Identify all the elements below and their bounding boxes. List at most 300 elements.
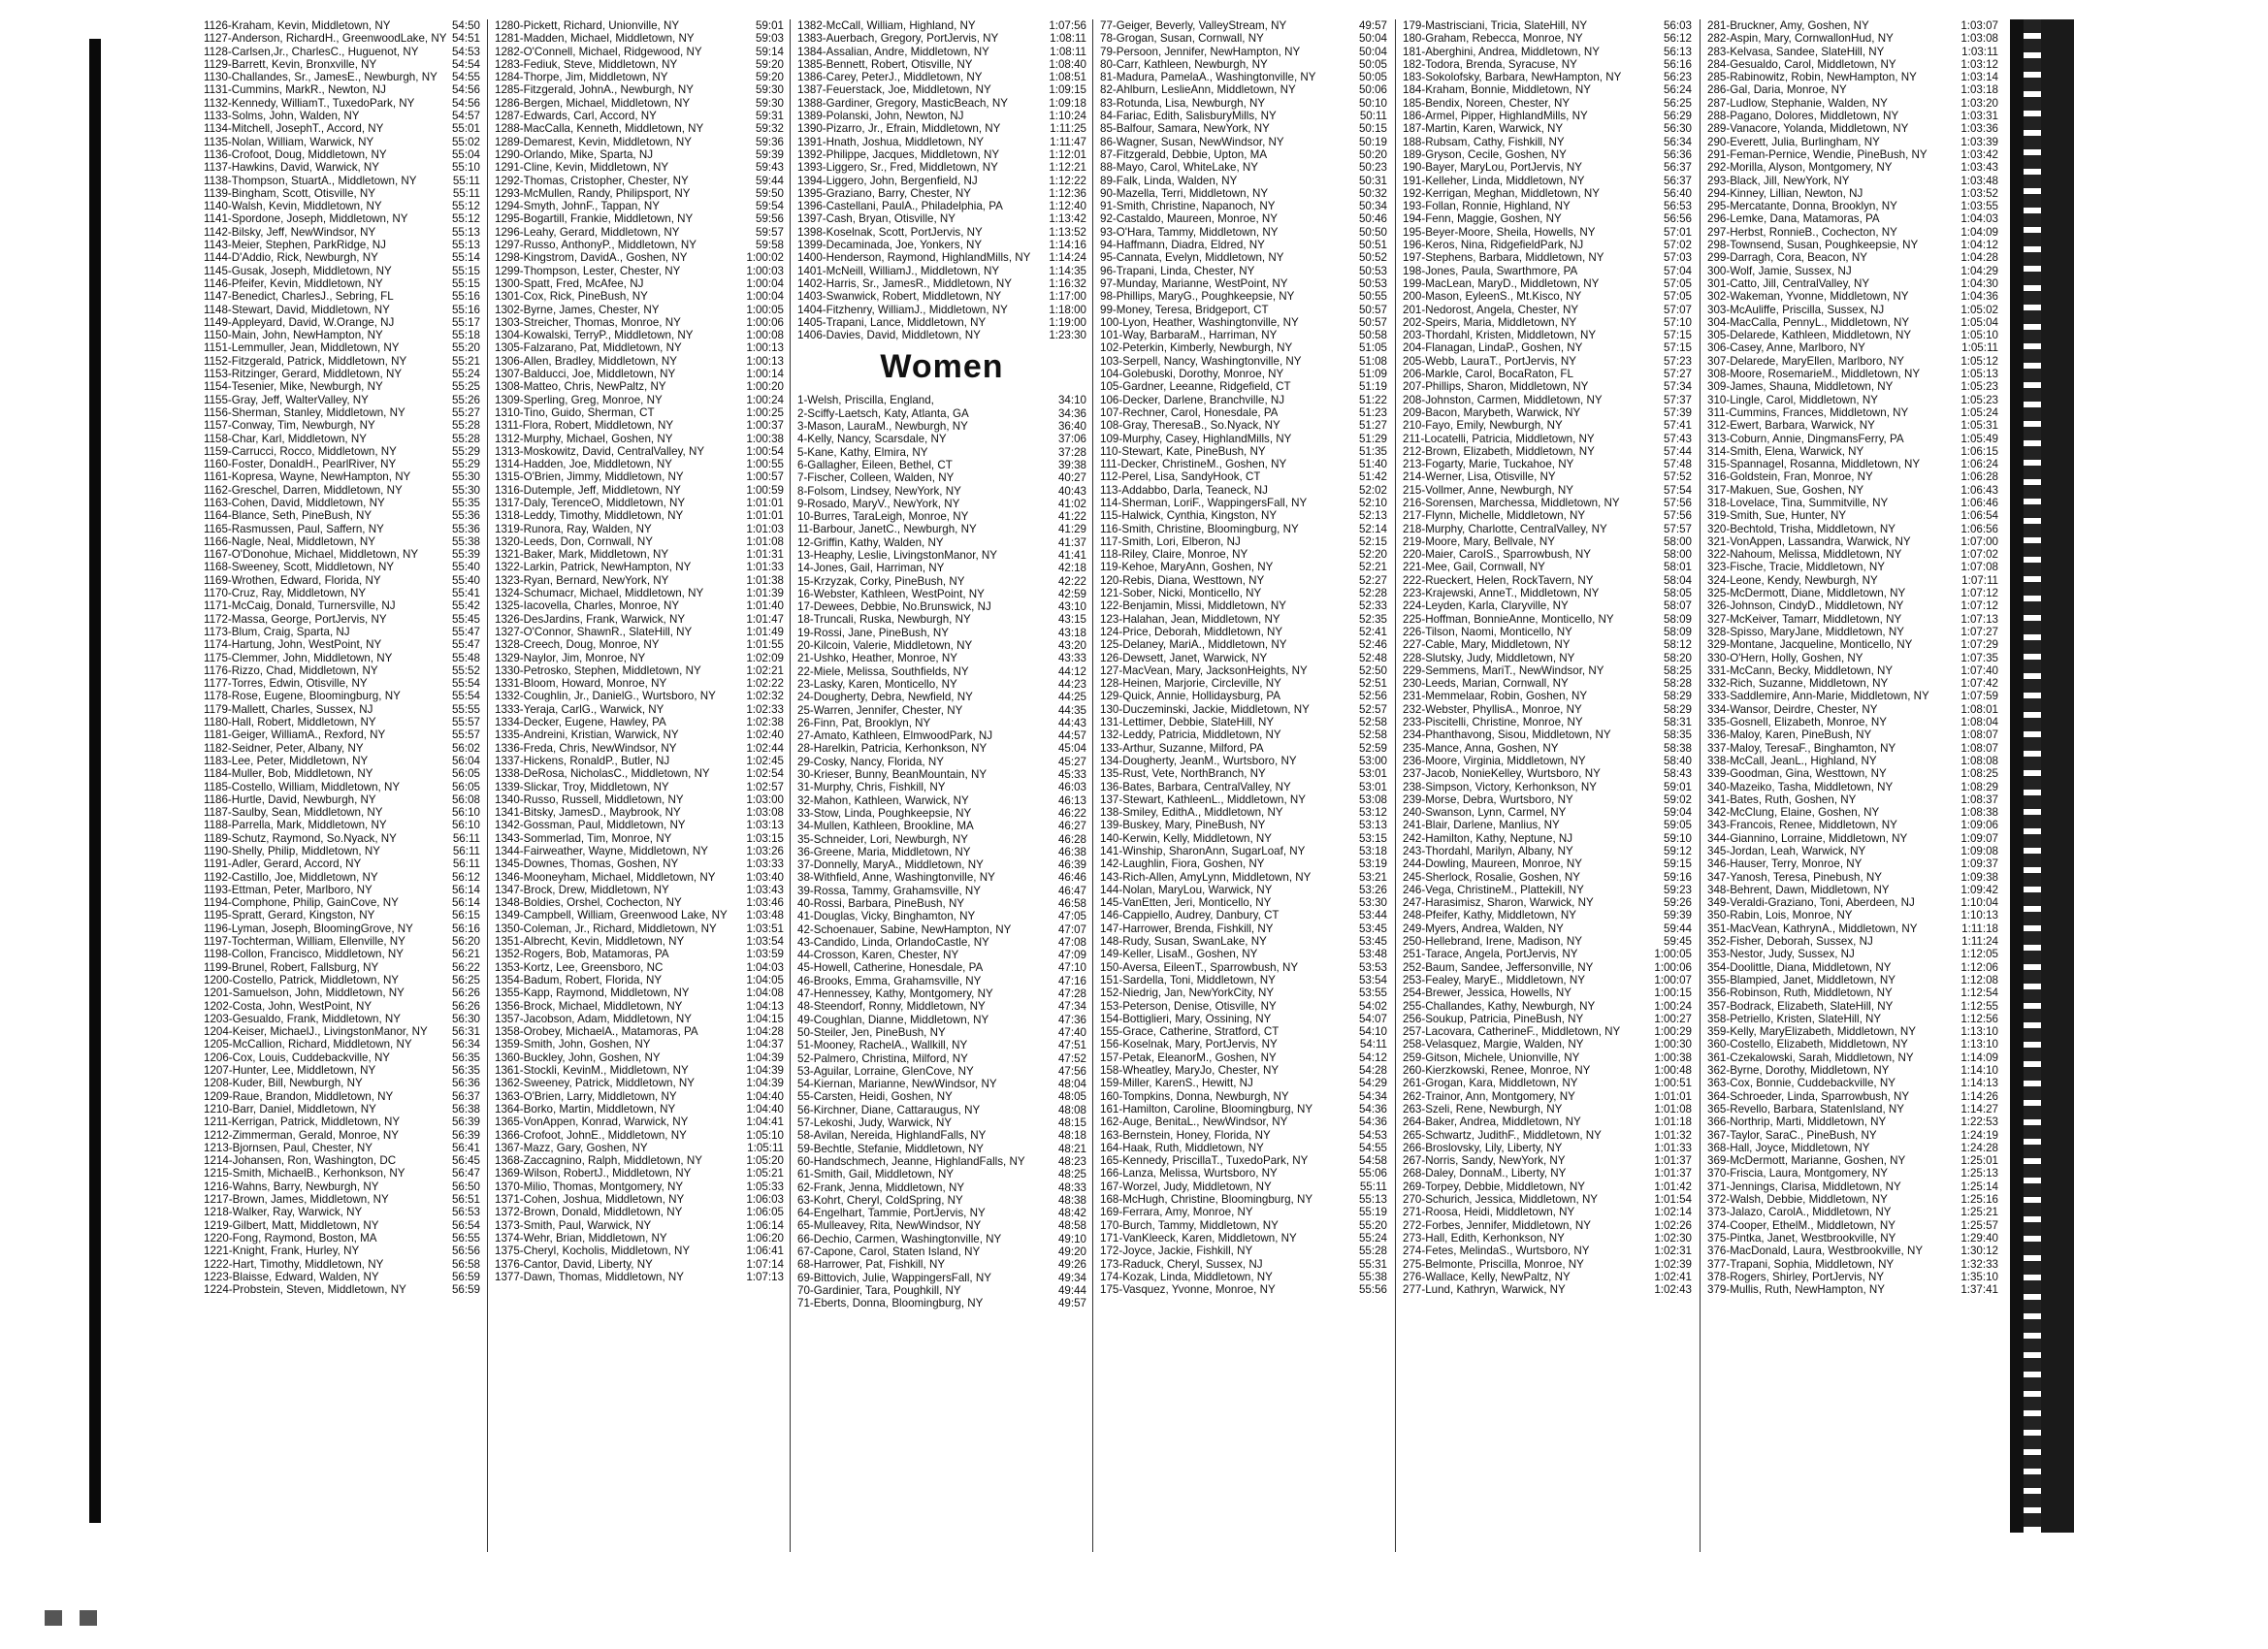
runner-entry: 255-Challandes, Kathy, Newburgh, NY	[1403, 999, 1596, 1013]
finish-time: 43:33	[1057, 652, 1086, 665]
finish-time: 50:06	[1358, 83, 1387, 97]
result-row	[1100, 251, 1387, 264]
finish-time: 57:15	[1663, 329, 1692, 342]
runner-entry: 57-Lekoshi, Judy, Warwick, NY	[797, 1116, 953, 1130]
finish-time: 59:31	[755, 110, 784, 123]
result-row	[204, 122, 480, 135]
finish-time: 58:20	[1663, 651, 1692, 664]
finish-time: 57:03	[1663, 251, 1692, 265]
finish-time: 1:11:18	[1961, 922, 1998, 935]
runner-entry: 137-Stewart, KathleenL., Middletown, NY	[1100, 792, 1307, 806]
result-row	[1707, 1167, 1998, 1180]
finish-time: 59:43	[755, 161, 784, 175]
finish-time: 1:06:43	[1960, 483, 1998, 497]
runner-entry: 1189-Schutz, Raymond, So.Nyack, NY	[204, 831, 397, 845]
runner-entry: 71-Eberts, Donna, Bloomingburg, NY	[797, 1297, 984, 1310]
runner-entry: 1190-Shelly, Philip, Middletown, NY	[204, 845, 380, 857]
runner-entry: 333-Saddlemire, Ann-Marie, Middletown, NY	[1707, 690, 1929, 703]
runner-entry: 1369-Wilson, RobertJ., Middletown, NY	[495, 1167, 692, 1180]
runner-entry: 373-Jalazo, CarolA., Middletown, NY	[1707, 1206, 1892, 1219]
result-row	[1403, 200, 1692, 212]
finish-time: 1:05:23	[1960, 380, 1998, 394]
result-row	[204, 1013, 480, 1025]
runner-entry: 41-Douglas, Vicky, Binghamton, NY	[797, 910, 976, 923]
finish-time: 44:23	[1057, 677, 1086, 691]
finish-time: 54:58	[1358, 1154, 1387, 1168]
result-row	[1100, 19, 1387, 32]
finish-time: 55:40	[451, 573, 480, 587]
finish-time: 55:20	[1358, 1218, 1387, 1232]
finish-time: 54:28	[1358, 1064, 1387, 1078]
runner-entry: 159-Miller, KarenS., Hewitt, NJ	[1100, 1077, 1253, 1090]
result-row	[1100, 690, 1387, 702]
finish-time: 1:01:31	[746, 548, 784, 562]
runner-entry: 51-Mooney, RachelA., Wallkill, NY	[797, 1039, 968, 1052]
finish-time: 56:10	[451, 806, 480, 820]
result-row	[204, 1245, 480, 1257]
result-row	[204, 187, 480, 200]
result-row	[204, 1077, 480, 1089]
runner-entry: 164-Haak, Ruth, Middletown, NY	[1100, 1141, 1264, 1154]
finish-time: 1:14:10	[1960, 1064, 1998, 1078]
runner-entry: 298-Townsend, Susan, Poughkeepsie, NY	[1707, 239, 1919, 252]
runner-entry: 27-Amato, Kathleen, ElmwoodPark, NJ	[797, 729, 993, 743]
finish-time: 55:38	[451, 534, 480, 548]
runner-entry: 146-Cappiello, Audrey, Danbury, CT	[1100, 909, 1280, 922]
result-row	[1100, 587, 1387, 599]
result-row	[204, 613, 480, 626]
result-row	[204, 871, 480, 884]
finish-time: 1:12:55	[1960, 999, 1998, 1013]
finish-time: 55:36	[451, 509, 480, 523]
result-row	[204, 239, 480, 251]
result-row	[204, 509, 480, 522]
result-row	[1707, 368, 1998, 380]
runner-entry: 1222-Hart, Timothy, Middletown, NY	[204, 1257, 384, 1271]
finish-time: 1:00:29	[1654, 1025, 1692, 1039]
runner-entry: 361-Czekalowski, Sarah, Middletown, NY	[1707, 1051, 1914, 1064]
result-row	[1707, 1000, 1998, 1013]
finish-time: 55:54	[451, 690, 480, 703]
women-heading: Women	[880, 348, 1004, 386]
finish-time: 56:14	[451, 883, 480, 896]
finish-time: 46:47	[1057, 884, 1086, 897]
result-row	[495, 1258, 784, 1271]
runner-entry: 1135-Nolan, William, Warwick, NY	[204, 135, 374, 148]
finish-time: 59:44	[755, 174, 784, 187]
finish-time: 1:02:41	[1654, 1270, 1692, 1283]
runner-entry: 321-VonAppen, Lassandra, Warwick, NY	[1707, 534, 1911, 548]
result-row	[495, 136, 784, 148]
runner-entry: 154-Bottiglieri, Mary, Ossining, NY	[1100, 1012, 1272, 1025]
finish-time: 58:31	[1663, 716, 1692, 729]
runner-entry: 1348-Boldies, Orshel, Cochecton, NY	[495, 896, 682, 910]
runner-entry: 98-Phillips, MaryG., Poughkeepsie, NY	[1100, 290, 1295, 304]
runner-entry: 1397-Cash, Bryan, Otisville, NY	[797, 212, 956, 226]
runner-entry: 13-Heaphy, Leslie, LivingstonManor, NY	[797, 548, 998, 562]
runner-entry: 138-Smiley, EdithA., Middletown, NY	[1100, 806, 1283, 820]
finish-time: 49:57	[1358, 19, 1387, 32]
result-row	[1403, 368, 1692, 380]
finish-time: 53:01	[1358, 780, 1387, 793]
result-row	[1100, 677, 1387, 690]
finish-time: 56:25	[1663, 96, 1692, 110]
result-row	[495, 1167, 784, 1180]
finish-time: 53:48	[1358, 948, 1387, 961]
runner-entry: 253-Fealey, MaryE., Middletown, NY	[1403, 973, 1585, 986]
runner-entry: 1152-Fitzgerald, Patrick, Middletown, NY	[204, 354, 407, 368]
runner-entry: 1286-Bergen, Michael, Middletown, NY	[495, 96, 691, 110]
runner-entry: 311-Cummins, Frances, Middletown, NY	[1707, 405, 1909, 419]
finish-time: 53:12	[1358, 806, 1387, 820]
result-row	[1403, 19, 1692, 32]
runner-entry: 1298-Kingstrom, DavidA., Goshen, NY	[495, 251, 688, 265]
runner-entry: 95-Cannata, Evelyn, Middletown, NY	[1100, 251, 1284, 265]
result-row	[1100, 1000, 1387, 1013]
result-row	[495, 458, 784, 470]
result-row	[1100, 419, 1387, 432]
finish-time: 56:39	[451, 1128, 480, 1142]
runner-entry: 192-Kerrigan, Meghan, Middletown, NY	[1403, 186, 1600, 200]
finish-time: 58:09	[1663, 625, 1692, 638]
result-row	[495, 58, 784, 71]
finish-time: 1:00:20	[746, 380, 784, 394]
finish-time: 52:56	[1358, 690, 1387, 703]
finish-time: 1:06:14	[746, 1218, 784, 1232]
finish-time: 59:44	[1663, 922, 1692, 935]
finish-time: 34:36	[1057, 406, 1086, 420]
result-row	[1100, 664, 1387, 677]
finish-time: 1:10:04	[1960, 896, 1998, 910]
runner-entry: 114-Sherman, LoriF., WappingersFall, NY	[1100, 496, 1308, 509]
runner-entry: 1223-Blaisse, Edward, Walden, NY	[204, 1270, 379, 1283]
finish-time: 1:25:13	[1960, 1167, 1998, 1180]
finish-time: 1:06:56	[1960, 522, 1998, 535]
result-row	[1100, 935, 1387, 948]
result-row	[204, 1116, 480, 1128]
finish-time: 1:09:07	[1960, 831, 1998, 845]
finish-time: 47:40	[1057, 1025, 1086, 1039]
runner-entry: 244-Dowling, Maureen, Monroe, NY	[1403, 857, 1582, 871]
finish-time: 50:50	[1358, 225, 1387, 239]
runner-entry: 343-Francois, Renee, Middletown, NY	[1707, 819, 1897, 832]
runner-entry: 264-Baker, Andrea, Middletown, NY	[1403, 1116, 1581, 1129]
runner-entry: 1341-Bitsky, JamesD., Maybrook, NY	[495, 806, 681, 820]
runner-entry: 225-Hoffman, BonnieAnne, Monticello, NY	[1403, 612, 1614, 626]
runner-entry: 342-McClung, Elaine, Goshen, NY	[1707, 806, 1880, 820]
finish-time: 45:33	[1057, 768, 1086, 782]
finish-time: 53:44	[1358, 909, 1387, 922]
finish-time: 50:55	[1358, 290, 1387, 304]
result-row	[1707, 419, 1998, 432]
runner-entry: 104-Golebuski, Dorothy, Monroe, NY	[1100, 368, 1284, 381]
result-row	[1403, 394, 1692, 406]
finish-time: 59:10	[1663, 831, 1692, 845]
result-row	[495, 677, 784, 690]
finish-time: 1:03:07	[1960, 19, 1998, 32]
finish-time: 56:03	[1663, 19, 1692, 32]
result-row	[495, 948, 784, 960]
result-row	[1707, 32, 1998, 45]
runner-entry: 337-Maloy, TeresaF., Binghamton, NY	[1707, 741, 1896, 755]
finish-time: 51:19	[1358, 380, 1387, 394]
result-row	[495, 845, 784, 857]
runner-entry: 37-Donnelly, MaryA., Middletown, NY	[797, 858, 984, 872]
finish-time: 53:45	[1358, 922, 1387, 935]
result-row	[1707, 290, 1998, 303]
runner-entry: 1390-Pizarro, Jr., Efrain, Middletown, NY	[797, 122, 1001, 136]
result-row	[1403, 857, 1692, 870]
finish-time: 54:55	[451, 71, 480, 84]
result-row	[1403, 212, 1692, 225]
result-row	[1403, 46, 1692, 58]
runner-entry: 378-Rogers, Shirley, PortJervis, NY	[1707, 1270, 1885, 1283]
runner-entry: 1156-Sherman, Stanley, Middletown, NY	[204, 405, 405, 419]
result-row	[1707, 1103, 1998, 1116]
runner-entry: 1143-Meier, Stephen, ParkRidge, NJ	[204, 239, 386, 252]
result-row	[1100, 1038, 1387, 1051]
runner-entry: 302-Wakeman, Yvonne, Middletown, NY	[1707, 290, 1909, 304]
runner-entry: 191-Kelleher, Linda, Middletown, NY	[1403, 174, 1585, 187]
runner-entry: 1322-Larkin, Patrick, NewHampton, NY	[495, 561, 692, 574]
result-row	[1100, 71, 1387, 83]
runner-entry: 357-Bodrack, Elizabeth, SlateHill, NY	[1707, 999, 1894, 1013]
result-row	[495, 394, 784, 406]
runner-entry: 1203-Gesualdo, Frank, Middletown, NY	[204, 1012, 401, 1025]
finish-time: 1:03:43	[1960, 161, 1998, 175]
result-row	[1707, 1154, 1998, 1167]
runner-entry: 1300-Spatt, Fred, McAfee, NJ	[495, 276, 644, 290]
result-row	[797, 562, 1086, 574]
result-row	[1707, 832, 1998, 845]
finish-time: 57:01	[1663, 225, 1692, 239]
finish-time: 50:05	[1358, 57, 1387, 71]
result-row	[797, 290, 1086, 303]
result-row	[1100, 574, 1387, 587]
finish-time: 1:25:14	[1960, 1180, 1998, 1193]
result-row	[797, 1039, 1086, 1051]
finish-time: 47:10	[1057, 961, 1086, 975]
runner-entry: 1162-Greschel, Darren, Middletown, NY	[204, 483, 403, 497]
result-row	[1707, 355, 1998, 368]
runner-entry: 293-Black, Jill, NewYork, NY	[1707, 174, 1850, 187]
result-row	[797, 807, 1086, 820]
result-row	[1403, 433, 1692, 445]
finish-time: 1:04:29	[1960, 264, 1998, 277]
runner-entry: 158-Wheatley, MaryJo, Chester, NY	[1100, 1064, 1280, 1078]
finish-time: 1:03:51	[746, 922, 784, 935]
result-row	[495, 187, 784, 200]
finish-time: 40:27	[1057, 471, 1086, 485]
finish-time: 51:23	[1358, 405, 1387, 419]
runner-entry: 54-Kiernan, Marianne, NewWindsor, NY	[797, 1078, 997, 1091]
finish-time: 49:10	[1057, 1232, 1086, 1245]
result-row	[1403, 1167, 1692, 1180]
runner-entry: 226-Tilson, Naomi, Monticello, NY	[1403, 625, 1572, 638]
finish-time: 56:26	[451, 986, 480, 1000]
runner-entry: 1158-Char, Karl, Middletown, NY	[204, 432, 367, 445]
result-row	[1403, 1258, 1692, 1271]
finish-time: 55:57	[451, 728, 480, 742]
result-row	[797, 1116, 1086, 1129]
finish-time: 54:36	[1358, 1102, 1387, 1116]
result-row	[495, 806, 784, 819]
runner-entry: 19-Rossi, Jane, PineBush, NY	[797, 626, 949, 639]
result-row	[204, 974, 480, 986]
result-row	[1707, 187, 1998, 200]
finish-time: 56:56	[451, 1245, 480, 1258]
finish-time: 55:40	[451, 561, 480, 574]
result-row	[495, 1180, 784, 1193]
finish-time: 1:11:47	[1050, 135, 1086, 148]
finish-time: 1:06:46	[1960, 496, 1998, 509]
result-row	[495, 755, 784, 767]
runner-entry: 218-Murphy, Charlotte, CentralValley, NY	[1403, 522, 1607, 535]
result-row	[1100, 548, 1387, 561]
finish-time: 59:54	[755, 200, 784, 213]
result-row	[1403, 71, 1692, 83]
result-row	[1403, 187, 1692, 200]
runner-entry: 1172-Massa, George, PortJervis, NY	[204, 612, 387, 626]
runner-entry: 1150-Main, John, NewHampton, NY	[204, 329, 383, 342]
runner-entry: 33-Stow, Linda, Poughkeepsie, NY	[797, 806, 972, 820]
results-column-men-a	[204, 19, 480, 1296]
result-row	[204, 1193, 480, 1206]
runner-entry: 148-Rudy, Susan, SwanLake, NY	[1100, 935, 1267, 949]
result-row	[1403, 161, 1692, 174]
finish-time: 50:32	[1358, 186, 1387, 200]
finish-time: 55:56	[1358, 1283, 1387, 1297]
result-row	[1100, 871, 1387, 884]
finish-time: 56:20	[451, 935, 480, 949]
finish-time: 1:02:14	[1654, 1206, 1692, 1219]
finish-time: 1:03:12	[1960, 57, 1998, 71]
runner-entry: 145-VanEtten, Jeri, Monticello, NY	[1100, 896, 1272, 910]
runner-entry: 334-Wansor, Deirdre, Chester, NY	[1707, 702, 1878, 716]
runner-entry: 1206-Cox, Louis, Cuddebackville, NY	[204, 1051, 391, 1064]
result-row	[495, 819, 784, 831]
result-row	[1707, 316, 1998, 329]
runner-entry: 1165-Rasmussen, Paul, Saffern, NY	[204, 522, 384, 535]
runner-entry: 1289-Demarest, Kevin, Middletown, NY	[495, 135, 692, 148]
result-row	[1707, 1064, 1998, 1077]
result-row	[1403, 406, 1692, 419]
finish-time: 52:57	[1358, 702, 1387, 716]
result-row	[1707, 239, 1998, 251]
finish-time: 1:01:01	[746, 509, 784, 523]
runner-entry: 38-Withfield, Anne, Washingtonville, NY	[797, 871, 995, 885]
finish-time: 1:05:20	[746, 1154, 784, 1168]
result-row	[1403, 1038, 1692, 1051]
runner-entry: 156-Koselnak, Mary, PortJervis, NY	[1100, 1038, 1278, 1051]
result-row	[495, 46, 784, 58]
runner-entry: 1153-Ritzinger, Gerard, Middletown, NY	[204, 368, 403, 381]
result-row	[204, 355, 480, 368]
runner-entry: 254-Brewer, Jessica, Howells, NY	[1403, 986, 1571, 1000]
result-row	[204, 1180, 480, 1193]
finish-time: 53:53	[1358, 960, 1387, 974]
result-row	[495, 212, 784, 225]
result-row	[204, 716, 480, 728]
runner-entry: 84-Fariac, Edith, SalisburyMills, NY	[1100, 110, 1277, 123]
runner-entry: 1292-Thomas, Cristopher, Chester, NY	[495, 174, 689, 187]
finish-time: 1:00:51	[1654, 1077, 1692, 1090]
finish-time: 1:01:33	[1654, 1141, 1692, 1154]
result-row	[204, 1025, 480, 1038]
runner-entry: 222-Rueckert, Helen, RockTavern, NY	[1403, 573, 1594, 587]
runner-entry: 1375-Cheryl, Kocholis, Middletown, NY	[495, 1245, 691, 1258]
result-row	[1100, 884, 1387, 896]
finish-time: 1:00:08	[746, 329, 784, 342]
result-row	[204, 83, 480, 96]
result-row	[1403, 871, 1692, 884]
finish-time: 1:02:54	[746, 767, 784, 781]
result-row	[797, 394, 1086, 406]
runner-entry: 344-Giannino, Lorraine, Middletown, NY	[1707, 831, 1908, 845]
result-row	[495, 626, 784, 638]
result-row	[495, 728, 784, 741]
finish-time: 56:10	[451, 819, 480, 832]
result-row	[1100, 806, 1387, 819]
runner-entry: 1142-Bilsky, Jeff, NewWindsor, NY	[204, 225, 376, 239]
result-row	[495, 97, 784, 110]
finish-time: 49:44	[1057, 1283, 1086, 1297]
runner-entry: 290-Everett, Julia, Burlingham, NY	[1707, 135, 1880, 148]
finish-time: 1:05:49	[1960, 432, 1998, 445]
runner-entry: 1198-Collon, Francisco, Middletown, NY	[204, 948, 404, 961]
result-row	[1403, 497, 1692, 509]
result-row	[495, 793, 784, 806]
runner-entry: 288-Pagano, Dolores, Middletown, NY	[1707, 110, 1899, 123]
runner-entry: 1377-Dawn, Thomas, Middletown, NY	[495, 1270, 685, 1283]
result-row	[797, 110, 1086, 122]
result-row	[495, 1193, 784, 1206]
result-row	[1100, 406, 1387, 419]
finish-time: 1:00:24	[746, 393, 784, 406]
runner-entry: 351-MacVean, KathrynA., Middletown, NY	[1707, 922, 1918, 935]
finish-time: 48:15	[1057, 1116, 1086, 1130]
runner-entry: 129-Quick, Annie, Hollidaysburg, PA	[1100, 690, 1281, 703]
result-row	[495, 535, 784, 548]
result-row	[204, 664, 480, 677]
result-row	[1403, 909, 1692, 922]
finish-time: 1:02:31	[1654, 1245, 1692, 1258]
runner-entry: 68-Harrower, Pat, Fishkill, NY	[797, 1258, 946, 1272]
result-row	[797, 961, 1086, 974]
result-row	[797, 212, 1086, 225]
result-row	[797, 226, 1086, 239]
runner-entry: 1196-Lyman, Joseph, BloomingGrove, NY	[204, 922, 413, 935]
result-row	[797, 1181, 1086, 1194]
result-row	[495, 1206, 784, 1218]
result-row	[797, 639, 1086, 652]
runner-entry: 44-Crosson, Karen, Chester, NY	[797, 949, 959, 962]
result-row	[797, 97, 1086, 110]
finish-time: 56:50	[451, 1180, 480, 1193]
result-row	[1403, 1025, 1692, 1038]
runner-entry: 1355-Kapp, Raymond, Middletown, NY	[495, 986, 690, 1000]
finish-time: 59:39	[1663, 909, 1692, 922]
finish-time: 55:11	[452, 186, 480, 200]
finish-time: 52:13	[1358, 509, 1387, 523]
result-row	[1100, 1167, 1387, 1180]
result-row	[1707, 935, 1998, 948]
finish-time: 1:07:00	[1960, 534, 1998, 548]
finish-time: 55:47	[451, 638, 480, 652]
result-row	[1100, 523, 1387, 535]
runner-entry: 1391-Hnath, Joshua, Middletown, NY	[797, 135, 985, 148]
finish-time: 52:14	[1358, 522, 1387, 535]
